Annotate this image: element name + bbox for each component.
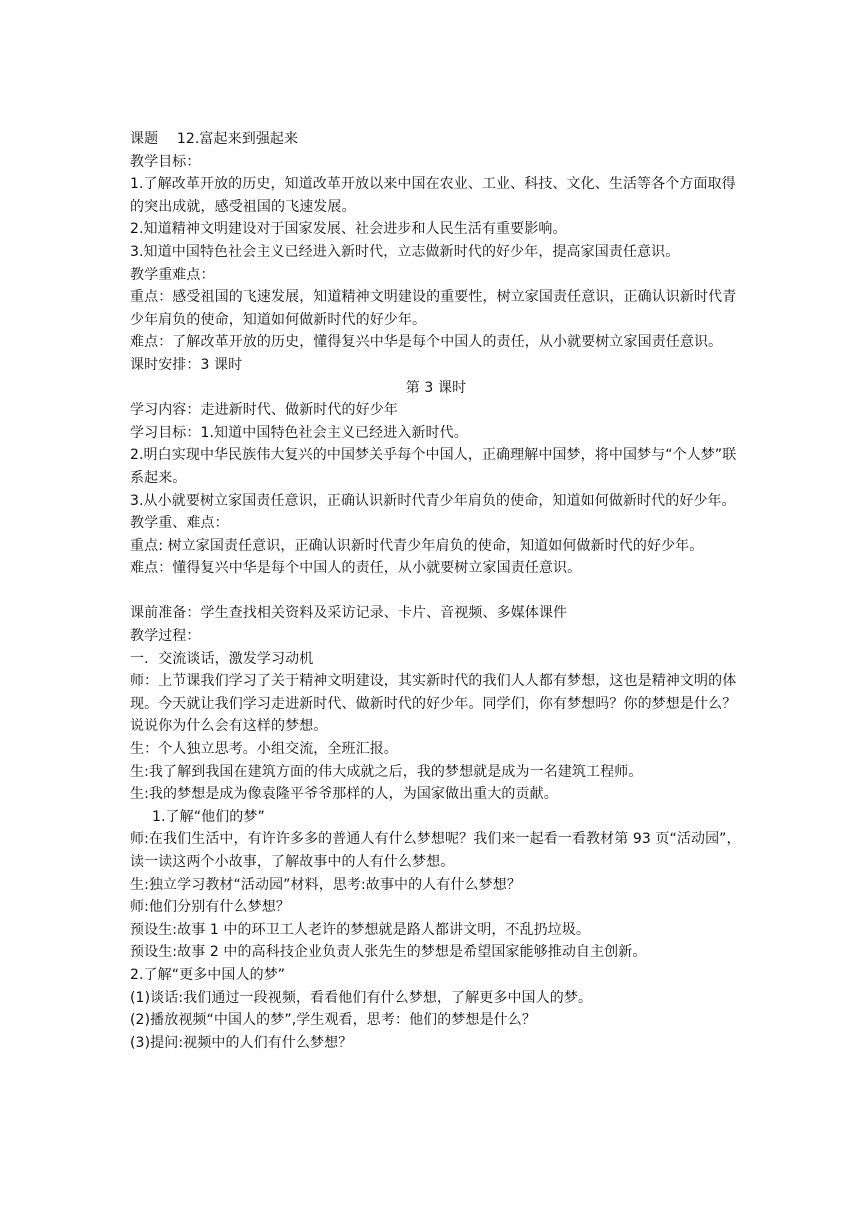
paragraph: 生:独立学习教材“活动园”材料，思考:故事中的人有什么梦想？	[130, 876, 521, 893]
section-heading-key-points: 教学重难点：	[130, 266, 215, 283]
paragraph: 生:我了解到我国在建筑方面的伟大成就之后，我的梦想就是成为一名建筑工程师。	[130, 763, 643, 780]
paragraph: 难点：了解改革开放的历史，懂得复兴中华是每个中国人的责任，从小就要树立家国责任意识。	[130, 334, 723, 351]
paragraph: 学习内容：走进新时代、做新时代的好少年	[130, 402, 398, 419]
section-heading-key-difficult-points: 教学重、难点：	[130, 515, 229, 532]
paragraph: 2.知道精神文明建设对于国家发展、社会进步和人民生活有重要影响。	[130, 221, 567, 238]
section-heading-teaching-process: 教学过程：	[130, 628, 201, 645]
paragraph: 学习目标：1.知道中国特色社会主义已经进入新时代。	[130, 424, 468, 441]
paragraph: (2)播放视频“中国人的梦”,学生观看，思考：他们的梦想是什么？	[130, 1012, 536, 1029]
document-page	[130, 128, 742, 1054]
blank-line	[130, 580, 742, 603]
paragraph: 师：上节课我们学习了关于精神文明建设，其实新时代的我们人人都有梦想，这也是精神文明的体现。今天就让我们学习走进新时代、做新时代的好少年。同学们，你有梦想吗？你的梦想是什么？说说你为什么会有这样的梦想。	[130, 673, 737, 735]
paragraph: 2.明白实现中华民族伟大复兴的中国梦关乎每个中国人，正确理解中国梦，将中国梦与“个人梦”联系起来。	[130, 447, 737, 486]
paragraph: 生：个人独立思考。小组交流，全班汇报。	[130, 741, 398, 758]
paragraph: 生:我的梦想是成为像袁隆平爷爷那样的人，为国家做出重大的贡献。	[130, 786, 558, 803]
paragraph: 预设生:故事 2 中的高科技企业负责人张先生的梦想是希望国家能够推动自主创新。	[130, 944, 647, 961]
subsection-heading: 一．交流谈话，激发学习动机	[130, 650, 314, 667]
paragraph: 师:他们分别有什么梦想？	[130, 899, 290, 916]
section-heading-teaching-goals: 教学目标：	[130, 153, 201, 170]
subsection-heading: 2.了解“更多中国人的梦”	[130, 966, 286, 983]
subsection-heading: 1.了解“他们的梦”	[152, 808, 265, 825]
paragraph: 重点: 树立家国责任意识，正确认识新时代青少年肩负的使命，知道如何做新时代的好少年。	[130, 537, 704, 554]
paragraph: 3.从小就要树立家国责任意识，正确认识新时代青少年肩负的使命，知道如何做新时代的好少年。	[130, 492, 736, 509]
paragraph: (3)提问:视频中的人们有什么梦想？	[130, 1034, 353, 1051]
paragraph: 3.知道中国特色社会主义已经进入新时代，立志做新时代的好少年，提高家国责任意识。	[130, 243, 680, 260]
paragraph: 预设生:故事 1 中的环卫工人老许的梦想就是路人都讲文明，不乱扔垃圾。	[130, 921, 591, 938]
lesson-session-heading: 第 3 课时	[405, 379, 467, 396]
lesson-title: 课题 12.富起来到强起来	[130, 131, 299, 147]
paragraph: 课时安排：3 课时	[130, 356, 243, 373]
paragraph: 难点：懂得复兴中华是每个中国人的责任，从小就要树立家国责任意识。	[130, 560, 582, 577]
paragraph: 1.了解改革开放的历史，知道改革开放以来中国在农业、工业、科技、文化、生活等各个方面取得的突出成就，感受祖国的飞速发展。	[130, 176, 736, 215]
paragraph: 课前准备：学生查找相关资料及采访记录、卡片、音视频、多媒体课件	[130, 605, 568, 622]
paragraph: 师:在我们生活中，有许许多多的普通人有什么梦想呢？我们来一起看一看教材第 93 页“活动园”，读一读这两个小故事，了解故事中的人有什么梦想。	[130, 831, 741, 870]
paragraph: 重点：感受祖国的飞速发展，知道精神文明建设的重要性，树立家国责任意识，正确认识新时代青少年肩负的使命，知道如何做新时代的好少年。	[130, 289, 737, 328]
paragraph: (1)谈话:我们通过一段视频，看看他们有什么梦想，了解更多中国人的梦。	[130, 989, 593, 1006]
